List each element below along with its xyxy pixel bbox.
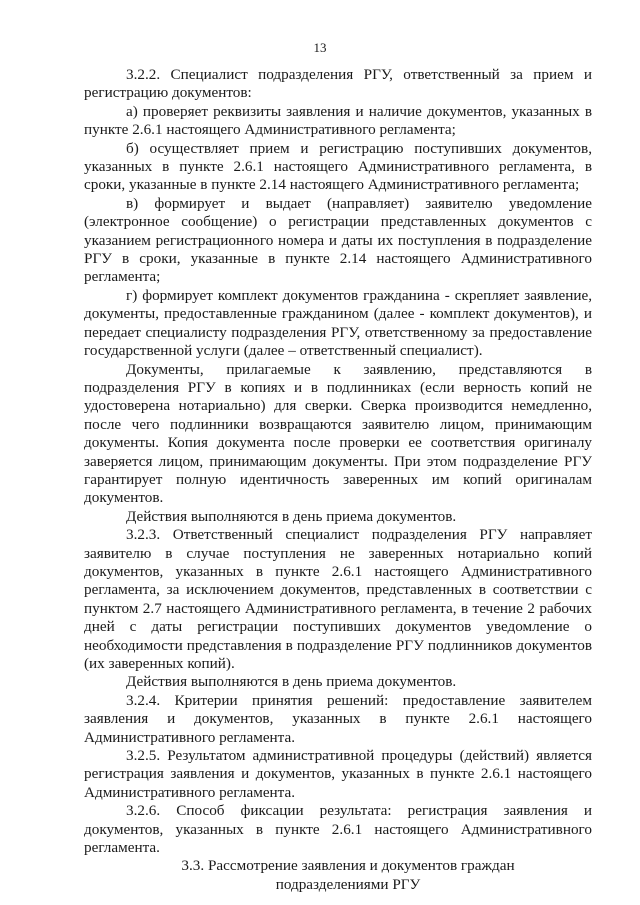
- paragraph-item-b: б) осуществляет прием и регистрацию поступивших документов, указанных в пункте 2.6.1 настоящего Административного регламента, в сроки, указанные в пункте 2.14 настоящего Административного регламента;: [84, 139, 592, 194]
- paragraph-3-2-6: 3.2.6. Способ фиксации результата: регистрация заявления и документов, указанных в пункте 2.6.1 настоящего Административного регламента.: [84, 802, 592, 857]
- paragraph-3-2-4: 3.2.4. Критерии принятия решений: предоставление заявителем заявления и документов, указанных в пункте 2.6.1 настоящего Административного регламента.: [84, 691, 592, 746]
- page-number: 13: [313, 40, 327, 55]
- paragraph-item-g: г) формирует комплект документов гражданина - скрепляет заявление, документы, предоставленные гражданином (далее - комплект документов), и передает специалисту подразделения РГУ, ответственному за предоставление государственной услуги (далее – ответственный специалист).: [84, 286, 592, 360]
- paragraph-3-2-3: 3.2.3. Ответственный специалист подразделения РГУ направляет заявителю в случае поступления не заверенных нотариально копий документов, указанных в пункте 2.6.1 настоящего Административного регламента, за исключением документов, представленных в соответствии с пунктом 2.7 настоящего Административного регламента, в течение 2 рабочих дней с даты регистрации поступивших документов уведомление о необходимости представления в подразделение РГУ подлинников документов (их заверенных копий).: [84, 526, 592, 672]
- paragraph-documents-copies: Документы, прилагаемые к заявлению, представляются в подразделения РГУ в копиях и в подлинниках (если верность копий не удостоверена нотариально) для сверки. Сверка производится немедленно, после чего подлинники возвращаются заявителю лицом, принимающим документы. Копия документа после проверки ее соответствия оригиналу заверяется лицом, принимающим документы. При этом подразделение РГУ гарантирует полную идентичность заверенных им копий оригиналам документов.: [84, 360, 592, 507]
- paragraph-actions-day-2: Действия выполняются в день приема документов.: [126, 673, 457, 691]
- paragraph-3-2-5: 3.2.5. Результатом административной процедуры (действий) является регистрация заявления и документов, указанных в пункте 2.6.1 настоящего Административного регламента.: [84, 747, 592, 801]
- paragraph-item-a: а) проверяет реквизиты заявления и наличие документов, указанных в пункте 2.6.1 настоящего Административного регламента;: [84, 102, 592, 139]
- document-body: [84, 66, 592, 894]
- paragraph-actions-day-1: Действия выполняются в день приема документов.: [126, 507, 457, 525]
- section-heading-line-2: подразделениями РГУ: [275, 875, 421, 893]
- paragraph-3-2-2: 3.2.2. Специалист подразделения РГУ, ответственный за прием и регистрацию документов:: [84, 66, 592, 102]
- section-heading-3-3: [84, 857, 592, 894]
- section-heading-line-1: 3.3. Рассмотрение заявления и документов граждан: [181, 857, 515, 875]
- paragraph-item-v: в) формирует и выдает (направляет) заявителю уведомление (электронное сообщение) о регистрации представленных документов с указанием регистрационного номера и даты их поступления в подразделение РГУ в сроки, указанные в пункте 2.14 настоящего Административного регламента;: [84, 194, 592, 286]
